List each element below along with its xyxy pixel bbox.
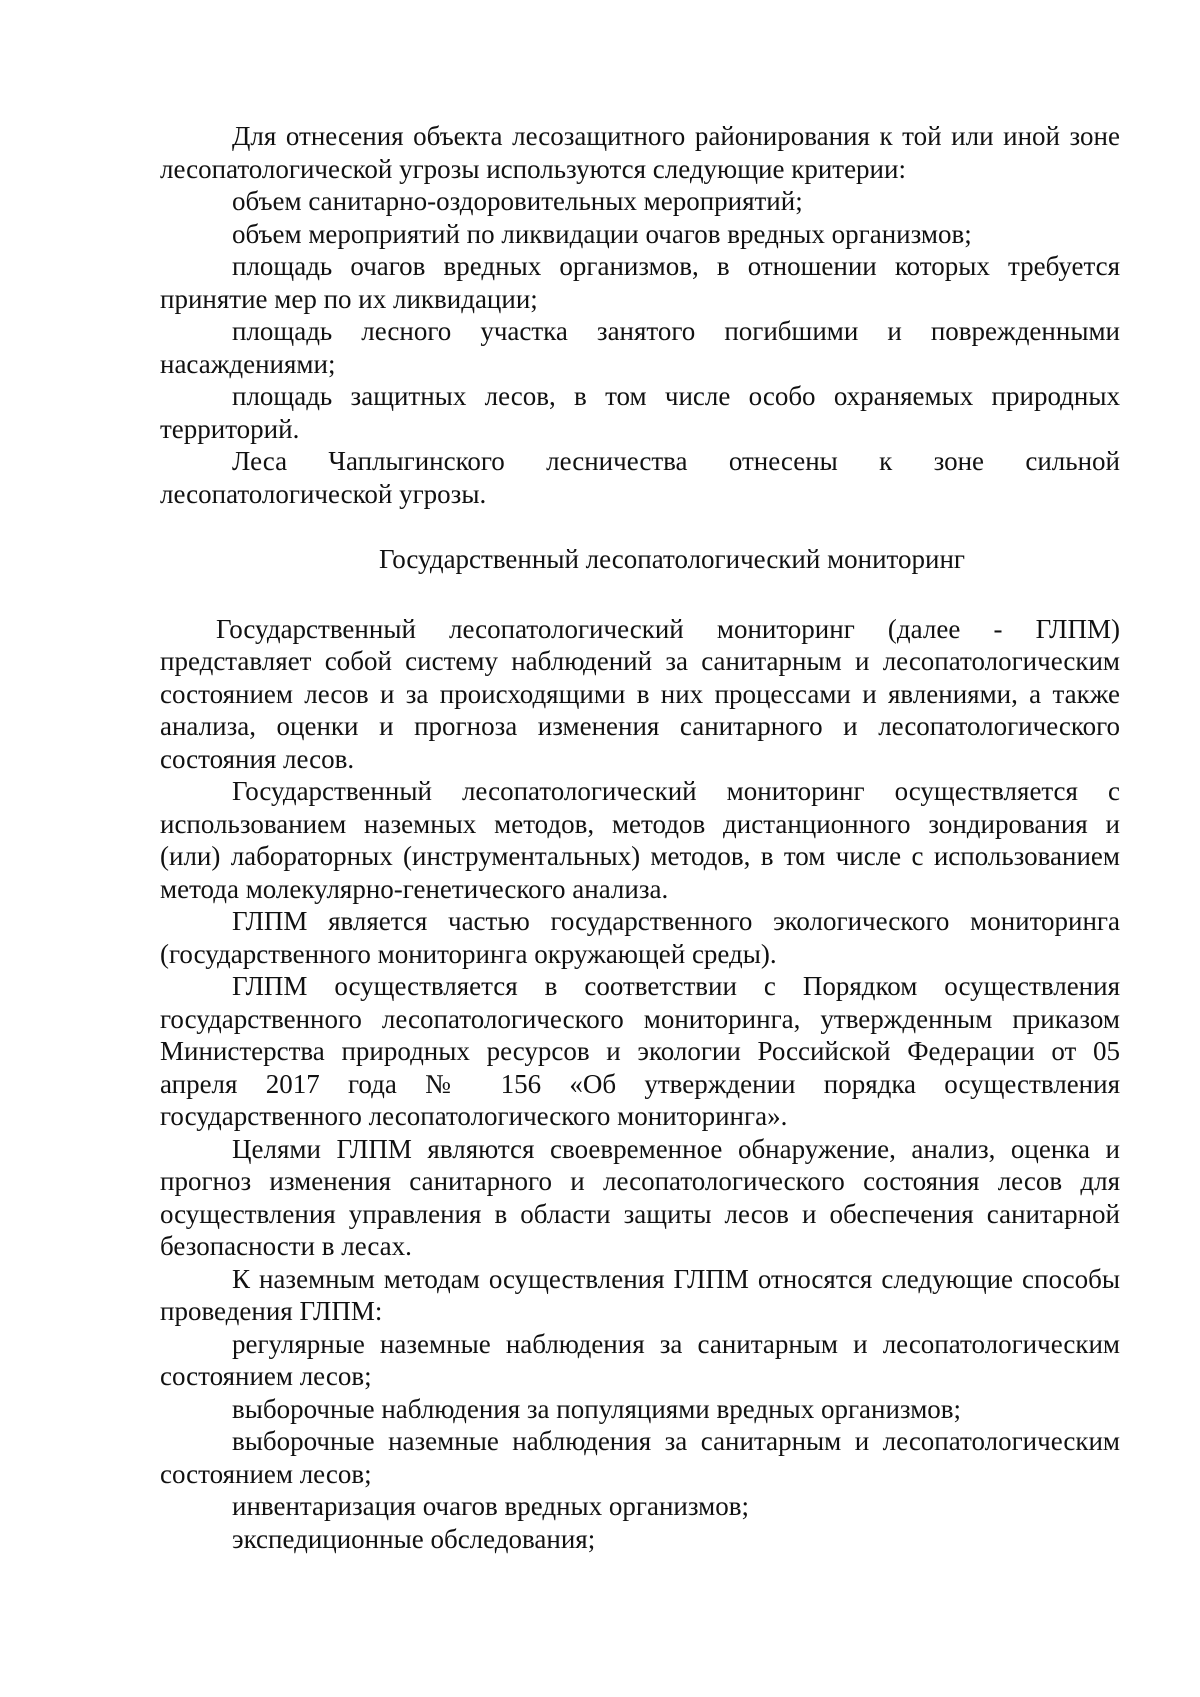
list-item-sanitary-volume: объем санитарно-оздоровительных мероприятий; [232, 186, 803, 216]
paragraph-glpm-definition: Государственный лесопатологический мониторинг (далее - ГЛПМ) представляет собой систему наблюдений за санитарным и лесопатологическим состоянием лесов и за происходящими в них процессами и явлениями, а также анализа, оценки и прогноза изменения санитарного и лесопатологического состояния лесов. [160, 613, 1120, 774]
paragraph-criteria-intro: Для отнесения объекта лесозащитного районирования к той или иной зоне лесопатологической угрозы используются следующие критерии: [160, 121, 1120, 184]
list-item-protective-forests: площадь защитных лесов, в том числе особо охраняемых природных территорий. [160, 381, 1120, 444]
section-heading: Государственный лесопатологический мониторинг [379, 544, 965, 574]
paragraph-glpm-goals: Целями ГЛПМ являются своевременное обнаружение, анализ, оценка и прогноз изменения санитарного и лесопатологического состояния лесов для осуществления управления в области защиты лесов и обеспечения санитарной безопасности в лесах. [160, 1133, 1120, 1261]
list-item-expeditions: экспедиционные обследования; [232, 1523, 596, 1554]
list-item-population-observations: выборочные наблюдения за популяциями вредных организмов; [232, 1393, 962, 1424]
list-item-foci-area: площадь очагов вредных организмов, в отношении которых требуется принятие мер по их ликвидации; [160, 251, 1120, 314]
paragraph-glpm-methods: Государственный лесопатологический мониторинг осуществляется с использованием наземных методов, методов дистанционного зондирования и (или) лабораторных (инструментальных) методов, в том числе с использованием метода молекулярно-генетического анализа. [160, 776, 1120, 904]
paragraph-glpm-order: ГЛПМ осуществляется в соответствии с Порядком осуществления государственного лесопатологического мониторинга, утвержденным приказом Министерства природных ресурсов и экологии Российской Федерации от 05 апреля 2017 года № 156 «Об утверждении порядка осуществления государственного лесопатологического мониторинга». [160, 971, 1120, 1131]
list-item-regular-observations: регулярные наземные наблюдения за санитарным и лесопатологическим состоянием лесов; [160, 1328, 1120, 1391]
document-body [160, 120, 1120, 1555]
list-item-foci-inventory: инвентаризация очагов вредных организмов; [232, 1491, 749, 1521]
paragraph-chaplygin-zone: Леса Чаплыгинского лесничества отнесены к зоне сильной лесопатологической угрозы. [160, 446, 1120, 509]
list-item-selective-observations: выборочные наземные наблюдения за санитарным и лесопатологическим состоянием лесов; [160, 1426, 1120, 1489]
paragraph-glpm-part-of: ГЛПМ является частью государственного экологического мониторинга (государственного мониторинга окружающей среды). [160, 906, 1120, 969]
list-item-liquidation-volume: объем мероприятий по ликвидации очагов вредных организмов; [232, 218, 972, 249]
paragraph-ground-methods-intro: К наземным методам осуществления ГЛПМ относятся следующие способы проведения ГЛПМ: [160, 1263, 1120, 1326]
list-item-damaged-area: площадь лесного участка занятого погибшими и поврежденными насаждениями; [160, 316, 1120, 379]
